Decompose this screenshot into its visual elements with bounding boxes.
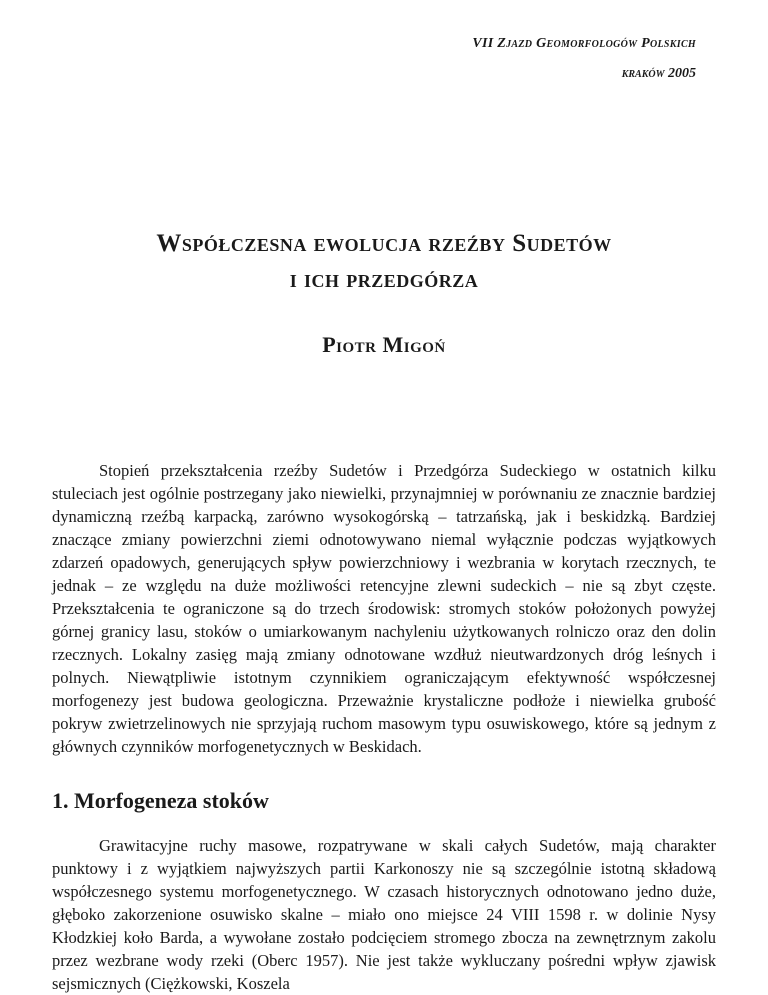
running-header [472,36,696,82]
title-line-1: Współczesna ewolucja rzeźby Sudetów [156,230,612,257]
conference-city: kraków [621,66,665,81]
abstract-paragraph: Stopień przekształcenia rzeźby Sudetów i Przedgórza Sudeckiego w ostatnich kilku stuleciach jest ogólnie postrzegany jako niewielki, przynajmniej w porównaniu ze znacznie bardziej dynamiczną rzeźbą karpacką, zarówno wysokogórską – tatrzańską, jak i beskidzką. Bardziej znaczące zmiany powierzchni ziemi odnotowywano niemal wyłącznie podczas wyjątkowych zdarzeń opadowych, generujących spływ powierzchniowy i wezbrania w korytach rzecznych, te jednak – ze względu na duże możliwości retencyjne zlewni sudeckich – nie są zbyt częste. Przekształcenia te ograniczone są do trzech środowisk: stromych stoków położonych powyżej górnej granicy lasu, stoków o umiarkowanym nachyleniu użytkowanych rolniczo oraz den dolin rzecznych. Lokalny zasięg mają zmiany odnotowane wzdłuż nieutwardzonych dróg leśnych i polnych. Niewątpliwie istotnym czynnikiem ograniczającym efektywność współczesnej morfogenezy jest budowa geologiczna. Przeważnie krystaliczne podłoże i niewielka grubość pokryw zwietrzelinowych nie sprzyjają ruchom masowym typu osuwiskowego, które są jednym z głównych czynników morfogenetycznych w Beskidach. [52,461,716,756]
author-name: Piotr Migoń [322,332,446,357]
conference-place-year [472,66,696,82]
section-paragraph: Grawitacyjne ruchy masowe, rozpatrywane w skali całych Sudetów, mają charakter punktowy i z wyjątkiem najwyższych partii Karkonoszy nie są szczególnie istotną składową współczesnego systemu morfogenetycznego. W czasach historycznych odnotowano jedno duże, głęboko zakorzenione osuwisko skalne – miało ono miejsce 24 VIII 1598 r. w dolinie Nysy Kłodzkiej koło Barda, a wywołane zostało podcięciem stromego zbocza na zewnętrznym zakolu przez wezbrane wody rzeki (Oberc 1957). Nie jest także wykluczany pośredni wpływ zjawisk sejsmicznych (Ciężkowski, Koszela [52,836,716,993]
section-body [52,834,716,995]
conference-name: VII Zjazd Geomorfologów Polskich [472,36,696,51]
article-title [0,226,768,298]
title-line-2: i ich przedgórza [289,266,479,293]
conference-year: 2005 [668,66,696,81]
section-heading: 1. Morfogeneza stoków [52,788,269,813]
abstract [52,459,716,758]
